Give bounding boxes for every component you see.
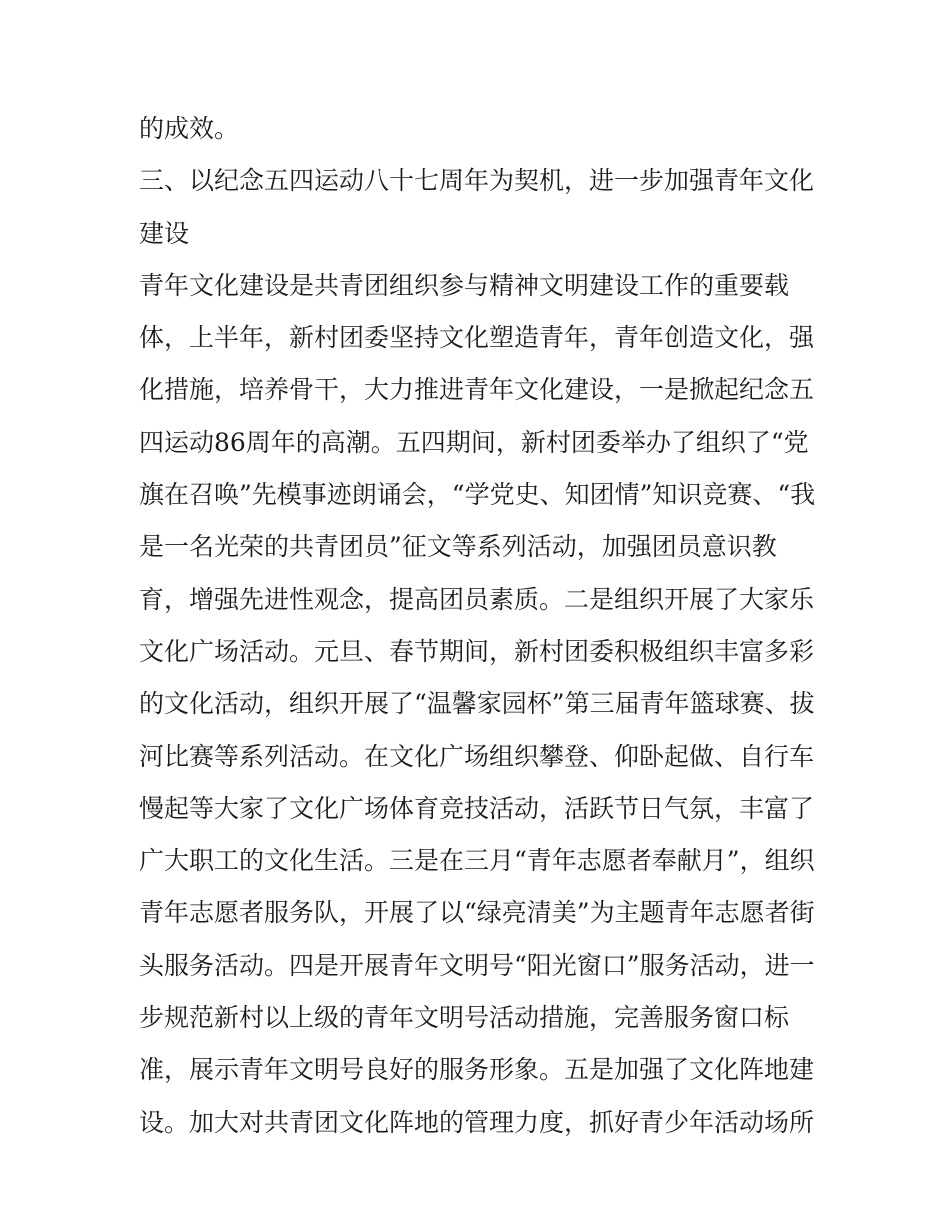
paragraph-line: 步规范新村以上级的青年文明号活动措施，完善服务窗口标 [139, 1003, 790, 1033]
paragraph-line: 旗在召唤”先模事迹朗诵会，“学党史、知团情”知识竞赛、“我 [139, 480, 816, 510]
section-heading-continued: 建设 [139, 218, 190, 248]
paragraph-line: 育，增强先进性观念，提高团员素质。二是组织开展了大家乐 [139, 584, 815, 614]
paragraph-line: 四运动86周年的高潮。五四期间，新村团委举办了组织了“党 [139, 427, 809, 457]
paragraph-line: 准，展示青年文明号良好的服务形象。五是加强了文化阵地建 [139, 1055, 815, 1085]
paragraph-line: 设。加大对共青团文化阵地的管理力度，抓好青少年活动场所 [139, 1107, 815, 1137]
paragraph-line: 河比赛等系列活动。在文化广场组织攀登、仰卧起做、自行车 [139, 741, 815, 771]
text-line-closing: 的成效。 [139, 114, 240, 143]
paragraph-line: 慢起等大家了文化广场体育竞技活动，活跃节日气氛，丰富了 [139, 793, 815, 823]
paragraph-line: 头服务活动。四是开展青年文明号“阳光窗口”服务活动，进一 [139, 950, 815, 980]
paragraph-line: 文化广场活动。元旦、春节期间，新村团委积极组织丰富多彩 [139, 636, 815, 666]
paragraph-line: 是一名光荣的共青团员”征文等系列活动，加强团员意识教 [139, 532, 777, 562]
paragraph-line: 体，上半年，新村团委坚持文化塑造青年，青年创造文化，强 [139, 323, 815, 353]
paragraph-line: 青年文化建设是共青团组织参与精神文明建设工作的重要载 [139, 270, 790, 300]
paragraph-line: 青年志愿者服务队，开展了以“绿亮清美”为主题青年志愿者街 [139, 898, 815, 928]
body-text [139, 103, 815, 1149]
paragraph-line: 化措施，培养骨干，大力推进青年文化建设，一是掀起纪念五 [139, 375, 815, 405]
paragraph-line: 广大职工的文化生活。三是在三月“青年志愿者奉献月”，组织 [139, 846, 815, 876]
paragraph-line: 的文化活动，组织开展了“温馨家园杯”第三届青年篮球赛、拔 [139, 689, 815, 719]
section-heading: 三、以纪念五四运动八十七周年为契机，进一步加强青年文化 [139, 166, 815, 196]
